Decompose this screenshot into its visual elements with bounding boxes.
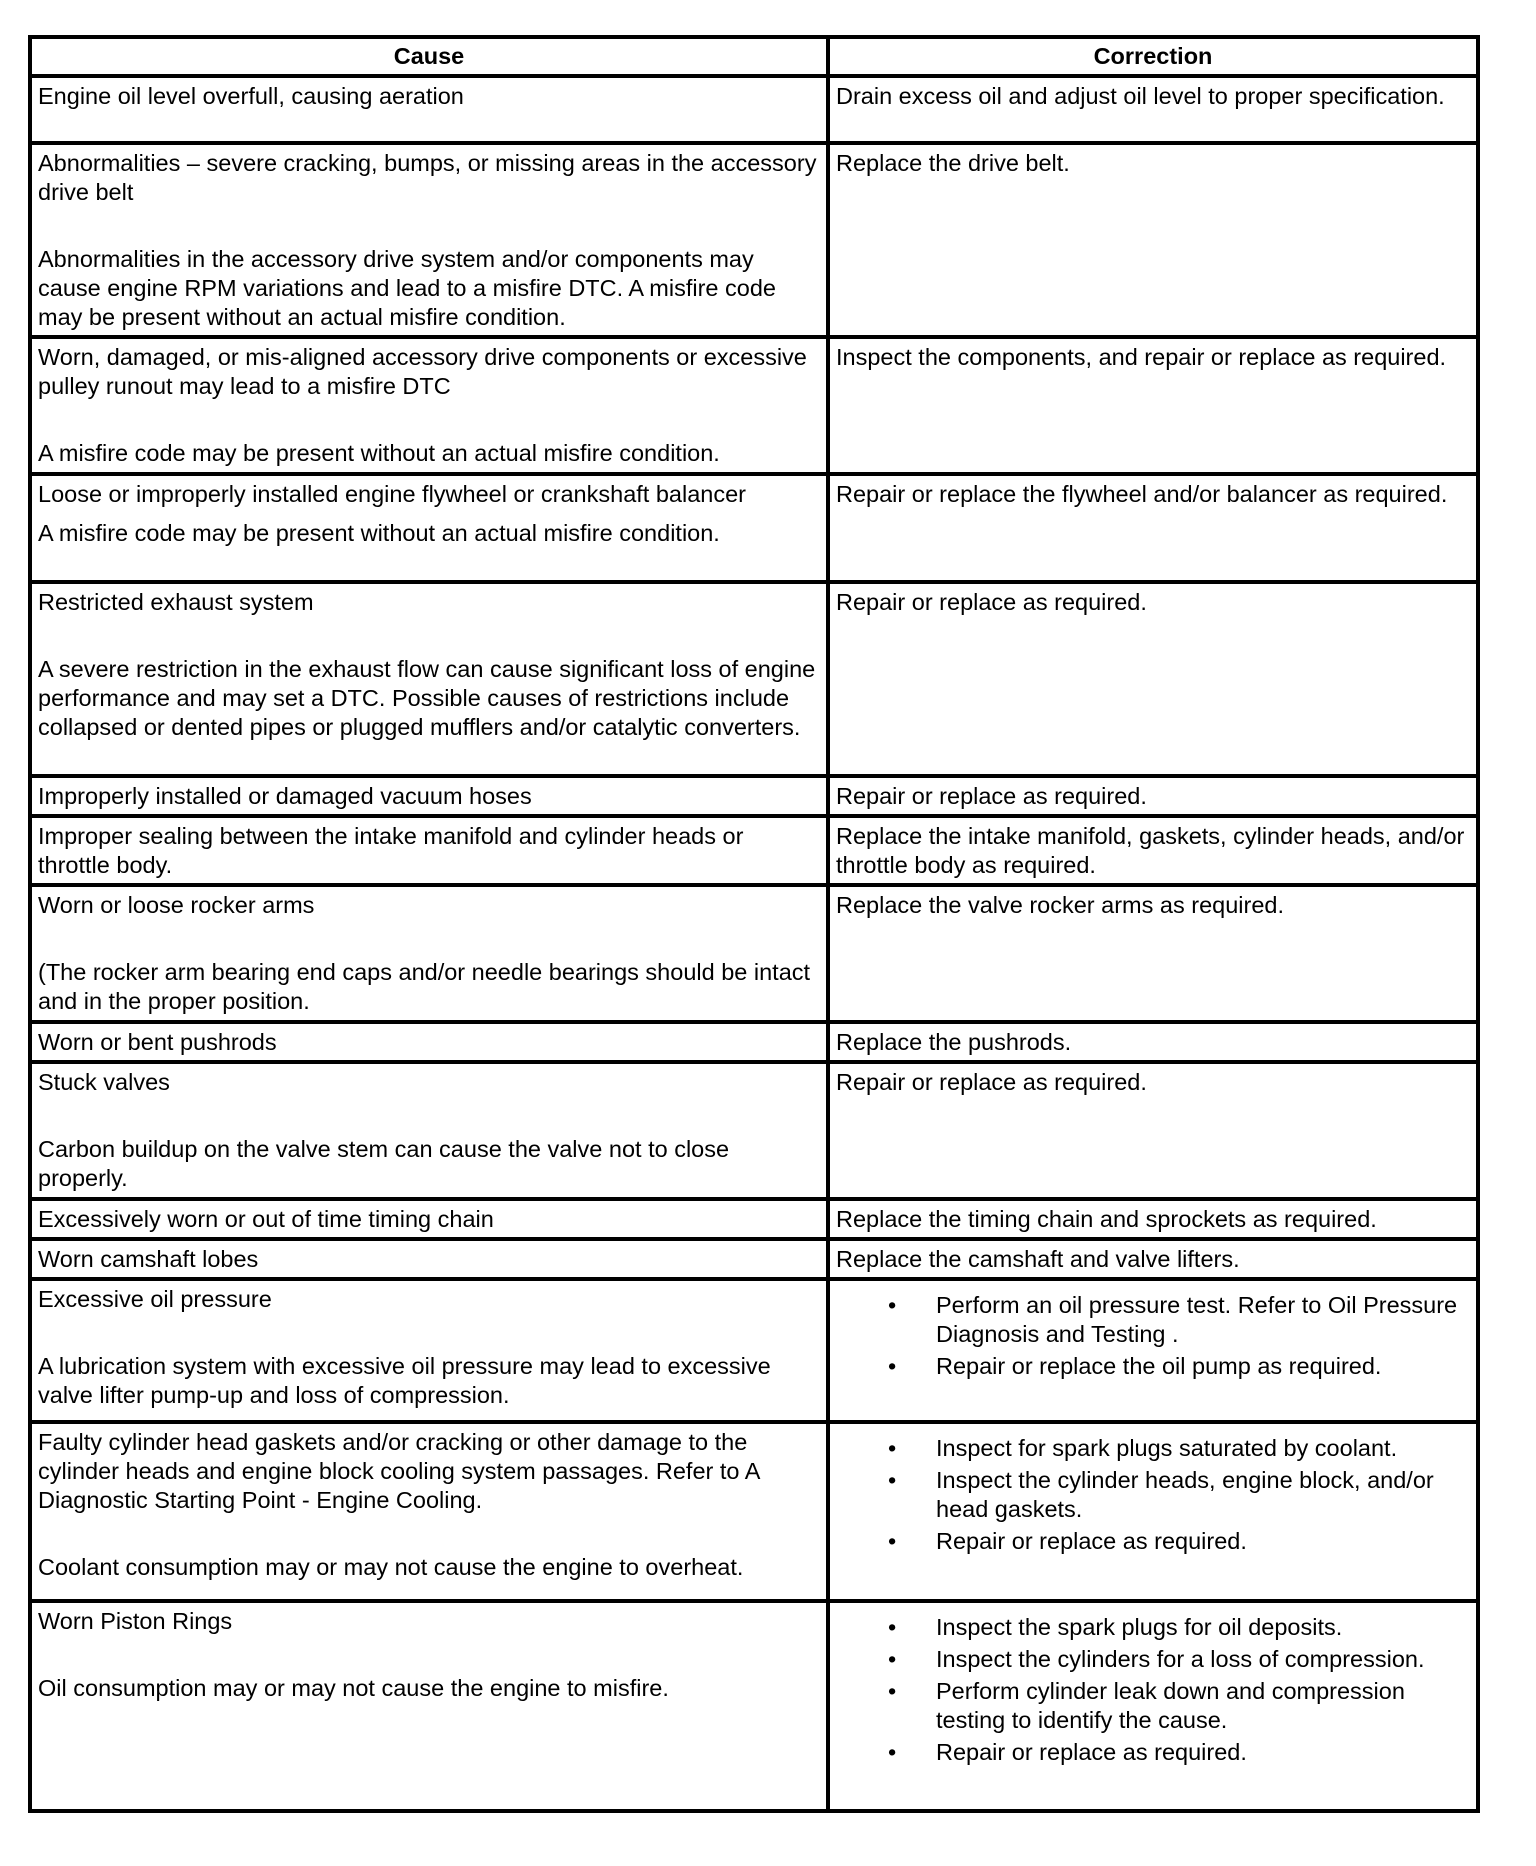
table-row bbox=[30, 337, 1478, 474]
diagnosis-table bbox=[28, 35, 1480, 1813]
bullet-icon: • bbox=[888, 1292, 897, 1318]
bullet-icon: • bbox=[888, 1528, 897, 1554]
cause-note: A lubrication system with excessive oil pressure may lead to excessive valve lifter pump-up and loss of compression. bbox=[38, 1353, 771, 1408]
cause-title: Improperly installed or damaged vacuum hoses bbox=[38, 783, 532, 809]
correction-cell bbox=[828, 582, 1478, 776]
correction-text: Drain excess oil and adjust oil level to proper specification. bbox=[836, 83, 1445, 109]
cause-cell bbox=[30, 1022, 828, 1062]
correction-list bbox=[836, 1434, 1470, 1556]
table-row bbox=[30, 582, 1478, 776]
table-row bbox=[30, 1422, 1478, 1601]
table-row bbox=[30, 1601, 1478, 1811]
cause-cell bbox=[30, 1279, 828, 1422]
bullet-icon: • bbox=[888, 1467, 897, 1493]
table-row bbox=[30, 1022, 1478, 1062]
cause-title: Loose or improperly installed engine flywheel or crankshaft balancer bbox=[38, 481, 746, 507]
correction-text: Replace the camshaft and valve lifters. bbox=[836, 1246, 1240, 1272]
cause-note: Carbon buildup on the valve stem can cause the valve not to close properly. bbox=[38, 1136, 730, 1191]
list-item bbox=[836, 1645, 1470, 1674]
cause-title: Restricted exhaust system bbox=[38, 589, 314, 615]
correction-cell bbox=[828, 1062, 1478, 1199]
list-item-text: Repair or replace the oil pump as required. bbox=[936, 1353, 1382, 1379]
cause-title: Worn Piston Rings bbox=[38, 1608, 233, 1634]
cause-cell bbox=[30, 337, 828, 474]
list-item-text: Perform cylinder leak down and compression testing to identify the cause. bbox=[936, 1678, 1405, 1733]
cause-note: Abnormalities in the accessory drive system and/or components may cause engine RPM variations and lead to a misfire DTC. A misfire code may be present without an actual misfire condition. bbox=[38, 246, 776, 330]
list-item-text: Inspect the cylinders for a loss of compression. bbox=[936, 1646, 1425, 1672]
bullet-icon: • bbox=[888, 1353, 897, 1379]
correction-cell bbox=[828, 474, 1478, 582]
correction-text: Repair or replace as required. bbox=[836, 783, 1147, 809]
table-row bbox=[30, 474, 1478, 582]
list-item bbox=[836, 1677, 1470, 1735]
cause-header: Cause bbox=[30, 37, 828, 76]
correction-text: Repair or replace the flywheel and/or balancer as required. bbox=[836, 481, 1448, 507]
cause-cell bbox=[30, 1601, 828, 1811]
cause-note: A misfire code may be present without an actual misfire condition. bbox=[38, 520, 720, 546]
bullet-icon: • bbox=[888, 1646, 897, 1672]
cause-title: Faulty cylinder head gaskets and/or cracking or other damage to the cylinder heads and engine block cooling system passages. Refer to A Diagnostic Starting Point - Engine Cooling. bbox=[38, 1429, 760, 1513]
correction-list bbox=[836, 1291, 1470, 1381]
list-item bbox=[836, 1434, 1470, 1463]
correction-cell bbox=[828, 76, 1478, 143]
table-row bbox=[30, 1199, 1478, 1239]
table-row bbox=[30, 885, 1478, 1022]
table-row bbox=[30, 776, 1478, 816]
cause-note: (The rocker arm bearing end caps and/or needle bearings should be intact and in the proper position. bbox=[38, 959, 811, 1014]
correction-header: Correction bbox=[828, 37, 1478, 76]
cause-note: A severe restriction in the exhaust flow can cause significant loss of engine performance and may set a DTC. Possible causes of restrictions include collapsed or dented pipes or plugged mufflers and/or catalytic converters. bbox=[38, 656, 816, 740]
cause-cell bbox=[30, 885, 828, 1022]
cause-cell bbox=[30, 816, 828, 885]
cause-cell bbox=[30, 1199, 828, 1239]
list-item bbox=[836, 1352, 1470, 1381]
cause-title: Worn camshaft lobes bbox=[38, 1246, 259, 1272]
cause-title: Improper sealing between the intake manifold and cylinder heads or throttle body. bbox=[38, 823, 744, 878]
cause-title: Worn, damaged, or mis-aligned accessory drive components or excessive pulley runout may lead to a misfire DTC bbox=[38, 344, 807, 399]
table-row bbox=[30, 76, 1478, 143]
correction-text: Replace the drive belt. bbox=[836, 150, 1070, 176]
list-item bbox=[836, 1613, 1470, 1642]
correction-cell bbox=[828, 337, 1478, 474]
correction-cell bbox=[828, 1279, 1478, 1422]
cause-title: Worn or bent pushrods bbox=[38, 1029, 277, 1055]
correction-text: Inspect the components, and repair or replace as required. bbox=[836, 344, 1447, 370]
correction-cell bbox=[828, 885, 1478, 1022]
cause-title: Engine oil level overfull, causing aeration bbox=[38, 83, 464, 109]
correction-text: Replace the valve rocker arms as required. bbox=[836, 892, 1285, 918]
bullet-icon: • bbox=[888, 1678, 897, 1704]
bullet-icon: • bbox=[888, 1614, 897, 1640]
cause-cell bbox=[30, 1062, 828, 1199]
list-item bbox=[836, 1527, 1470, 1556]
list-item-text: Repair or replace as required. bbox=[936, 1739, 1247, 1765]
cause-title: Stuck valves bbox=[38, 1069, 170, 1095]
correction-cell bbox=[828, 1199, 1478, 1239]
list-item bbox=[836, 1291, 1470, 1349]
correction-text: Repair or replace as required. bbox=[836, 589, 1147, 615]
cause-cell bbox=[30, 76, 828, 143]
cause-title: Abnormalities – severe cracking, bumps, or missing areas in the accessory drive belt bbox=[38, 150, 817, 205]
correction-text: Replace the intake manifold, gaskets, cylinder heads, and/or throttle body as required. bbox=[836, 823, 1465, 878]
table-row bbox=[30, 816, 1478, 885]
cause-title: Excessive oil pressure bbox=[38, 1286, 272, 1312]
cause-note: A misfire code may be present without an actual misfire condition. bbox=[38, 440, 720, 466]
table-row bbox=[30, 143, 1478, 337]
cause-note: Oil consumption may or may not cause the engine to misfire. bbox=[38, 1675, 669, 1701]
correction-cell bbox=[828, 1239, 1478, 1279]
cause-cell bbox=[30, 776, 828, 816]
correction-text: Repair or replace as required. bbox=[836, 1069, 1147, 1095]
list-item-text: Perform an oil pressure test. Refer to Oil Pressure Diagnosis and Testing . bbox=[936, 1292, 1458, 1347]
correction-text: Replace the timing chain and sprockets as required. bbox=[836, 1206, 1377, 1232]
table-row bbox=[30, 1239, 1478, 1279]
list-item-text: Repair or replace as required. bbox=[936, 1528, 1247, 1554]
cause-cell bbox=[30, 143, 828, 337]
cause-cell bbox=[30, 474, 828, 582]
correction-cell bbox=[828, 1601, 1478, 1811]
bullet-icon: • bbox=[888, 1739, 897, 1765]
cause-cell bbox=[30, 582, 828, 776]
bullet-icon: • bbox=[888, 1435, 897, 1461]
correction-cell bbox=[828, 143, 1478, 337]
cause-note: Coolant consumption may or may not cause the engine to overheat. bbox=[38, 1554, 744, 1580]
cause-cell bbox=[30, 1239, 828, 1279]
list-item bbox=[836, 1738, 1470, 1767]
correction-cell bbox=[828, 816, 1478, 885]
cause-title: Worn or loose rocker arms bbox=[38, 892, 315, 918]
list-item-text: Inspect the cylinder heads, engine block, and/or head gaskets. bbox=[936, 1467, 1434, 1522]
correction-cell bbox=[828, 1422, 1478, 1601]
table-row bbox=[30, 1062, 1478, 1199]
list-item-text: Inspect the spark plugs for oil deposits. bbox=[936, 1614, 1343, 1640]
correction-cell bbox=[828, 776, 1478, 816]
cause-cell bbox=[30, 1422, 828, 1601]
correction-text: Replace the pushrods. bbox=[836, 1029, 1072, 1055]
table-header-row bbox=[30, 37, 1478, 76]
correction-cell bbox=[828, 1022, 1478, 1062]
cause-title: Excessively worn or out of time timing chain bbox=[38, 1206, 494, 1232]
list-item-text: Inspect for spark plugs saturated by coolant. bbox=[936, 1435, 1398, 1461]
list-item bbox=[836, 1466, 1470, 1524]
correction-list bbox=[836, 1613, 1470, 1767]
table-row bbox=[30, 1279, 1478, 1422]
